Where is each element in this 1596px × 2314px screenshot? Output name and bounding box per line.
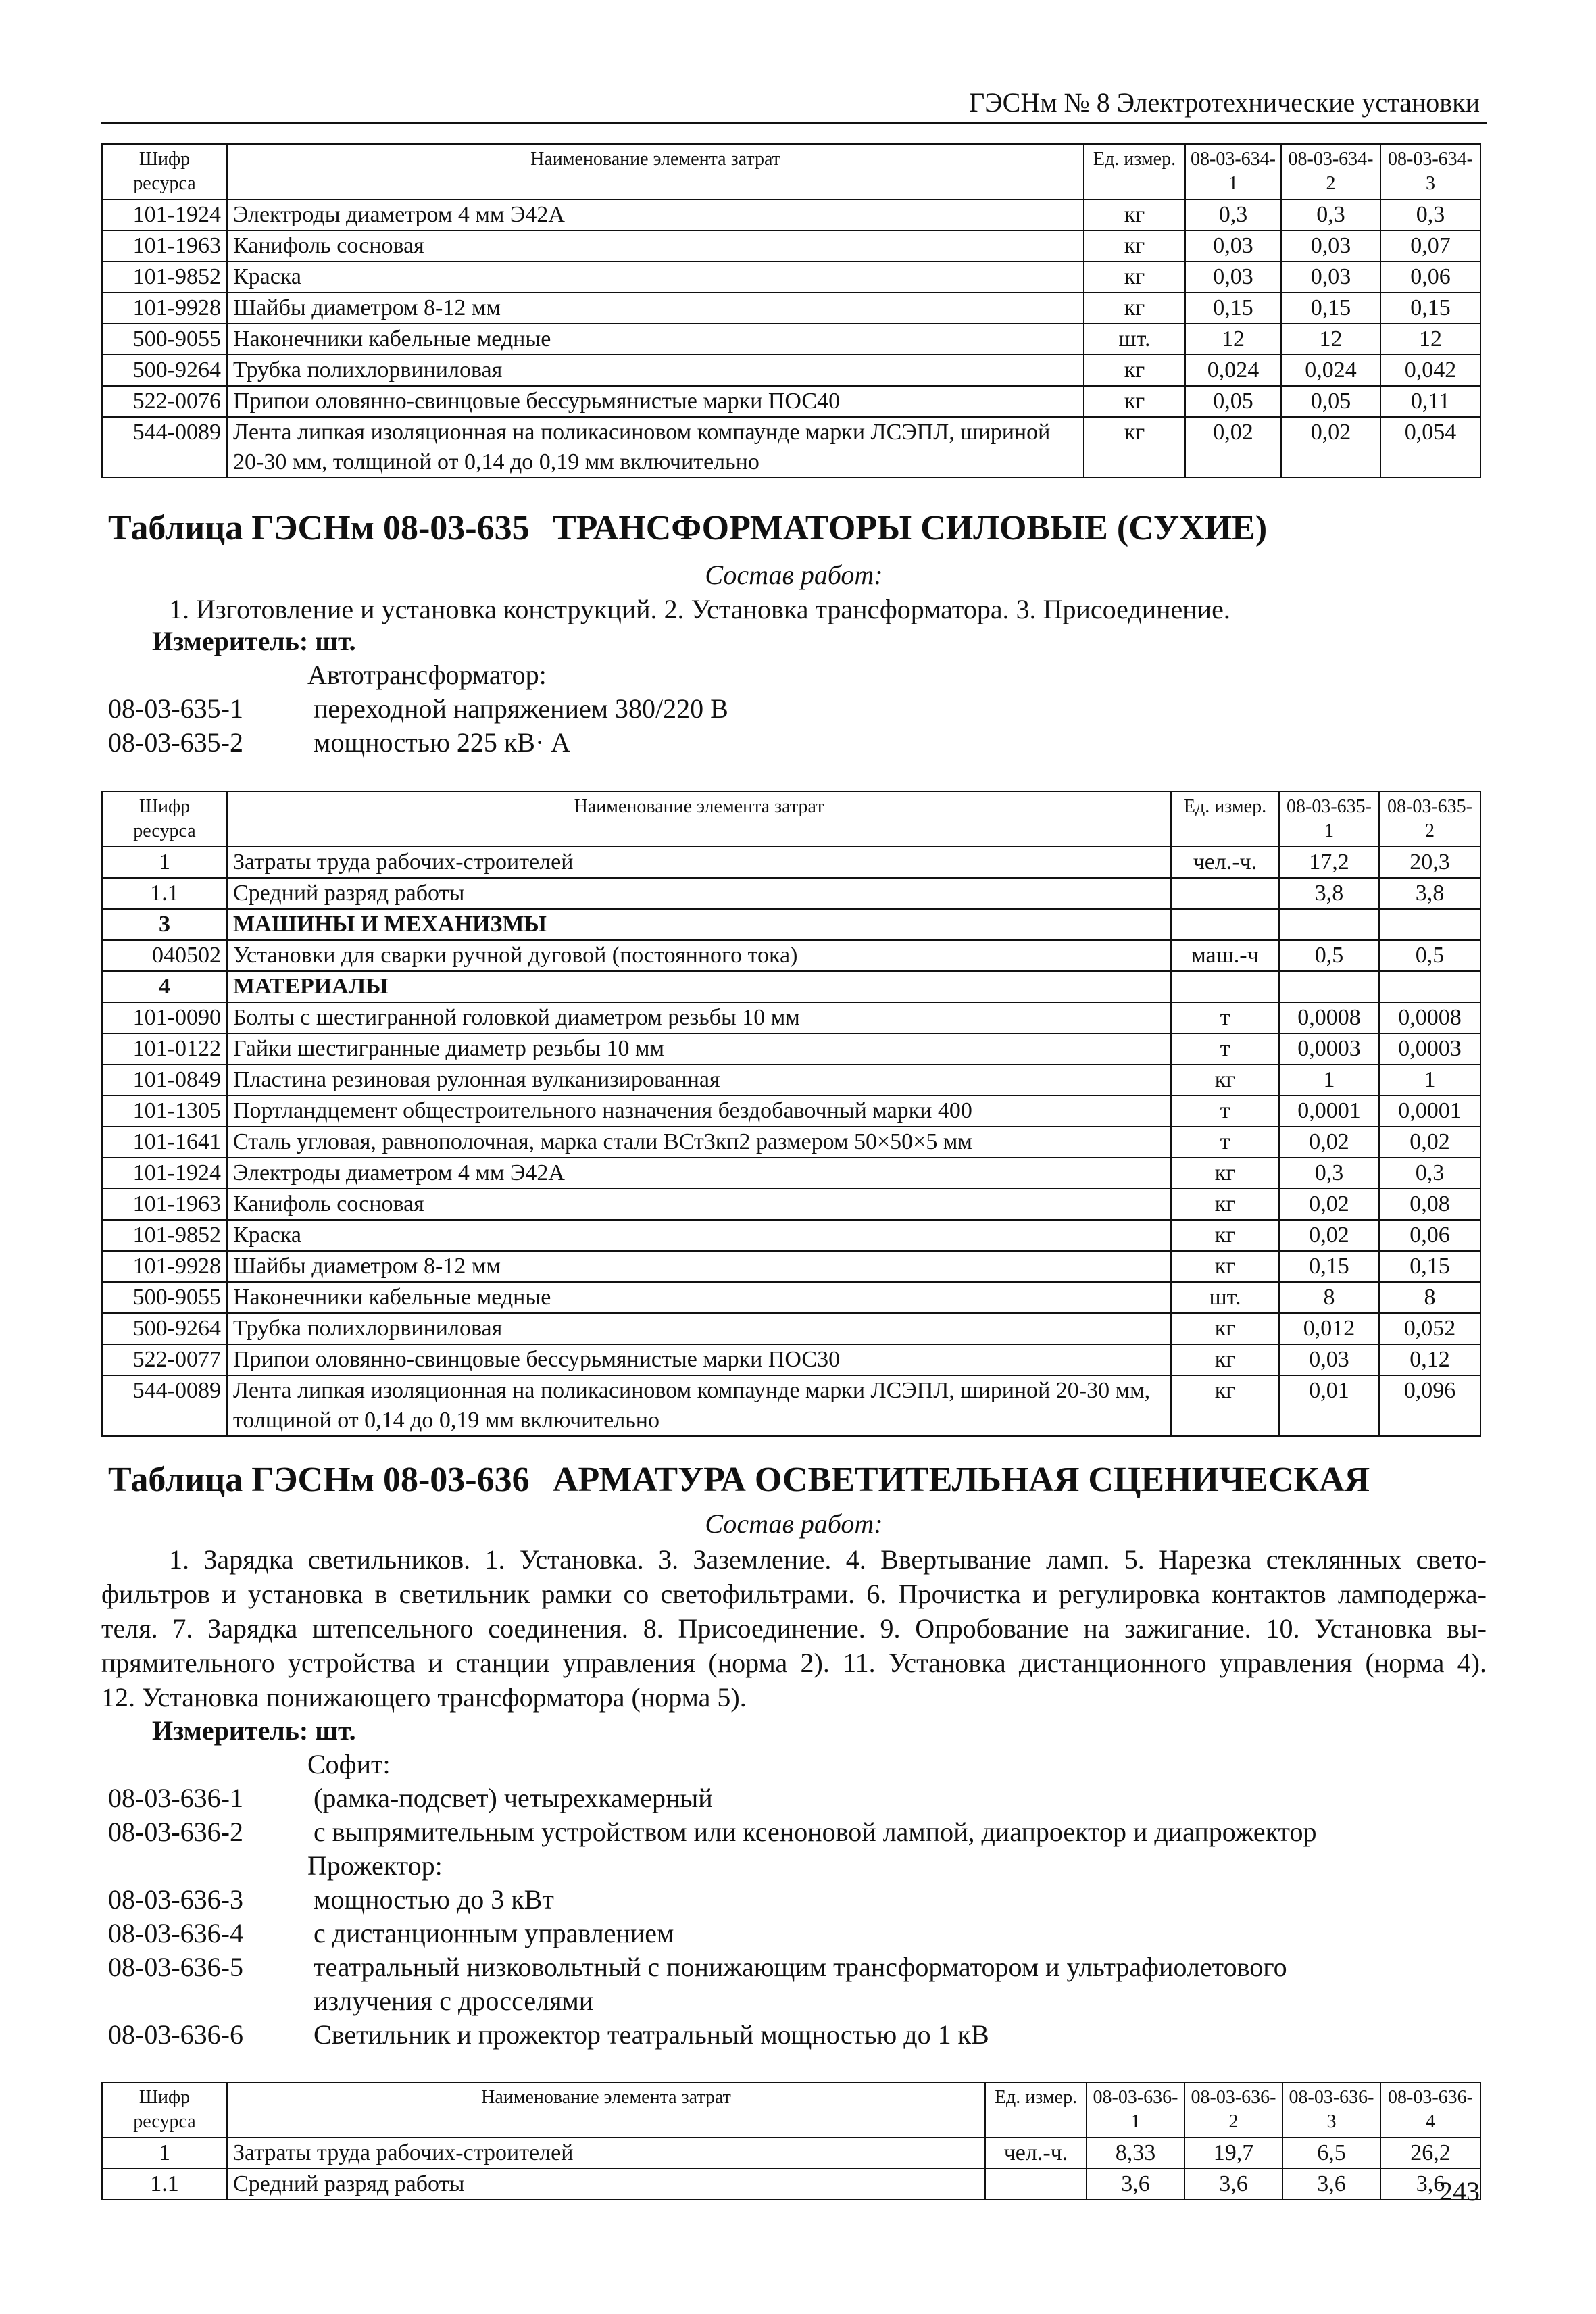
variant-group: Автотрансформатор: (307, 660, 547, 690)
resource-code: 522-0076 (102, 386, 227, 417)
header-col: 08-03-634-2 (1281, 144, 1380, 199)
norm-value: 0,052 (1379, 1313, 1480, 1344)
variant-row (108, 1950, 1480, 2018)
unit: кг (1171, 1375, 1279, 1436)
resource-code: 101-1963 (102, 230, 227, 262)
resource-code: 040502 (102, 940, 227, 971)
table-row (102, 847, 1480, 878)
table-row (102, 1220, 1480, 1251)
norm-value: 12 (1380, 324, 1480, 355)
running-header: ГЭСНм № 8 Электротехнические установки (969, 87, 1480, 118)
header-col: 08-03-635-1 (1279, 791, 1379, 847)
work-line: фильтров и установка в светильник рамки со светофильтрами. 6. Прочистка и регулировка контактов ламподержа- (101, 1579, 1487, 1609)
variant-code: 08-03-636-3 (108, 1884, 243, 1915)
table-row (102, 2169, 1480, 2200)
norm-value: 8 (1279, 1282, 1379, 1313)
cost-element-name: Канифоль сосновая (227, 230, 1084, 262)
unit: кг (1084, 386, 1185, 417)
cost-element-name: Средний разряд работы (227, 878, 1171, 909)
cost-element-name: Краска (227, 1220, 1171, 1251)
norm-value: 8 (1379, 1282, 1480, 1313)
cost-element-name: Трубка полихлорвиниловая (227, 1313, 1171, 1344)
cost-element-name: Краска (227, 262, 1084, 293)
norm-value: 0,02 (1185, 417, 1281, 478)
work-heading: Состав работ: (705, 1508, 883, 1539)
cost-element-name: МАШИНЫ И МЕХАНИЗМЫ (227, 909, 1171, 940)
cost-element-name: Шайбы диаметром 8-12 мм (227, 1251, 1171, 1282)
resource-code: 1 (102, 847, 227, 878)
resource-code: 3 (102, 909, 227, 940)
header-code: Шифр ресурса (102, 144, 227, 199)
table-635 (101, 791, 1481, 1437)
resource-code: 4 (102, 971, 227, 1002)
variant-desc: Светильник и прожектор театральный мощностью до 1 кВ (314, 2019, 989, 2050)
unit: т (1171, 1127, 1279, 1158)
norm-value: 0,05 (1185, 386, 1281, 417)
norm-value: 0,08 (1379, 1189, 1480, 1220)
unit: кг (1171, 1220, 1279, 1251)
norm-value: 3,6 (1380, 2169, 1480, 2200)
table-title: ТРАНСФОРМАТОРЫ СИЛОВЫЕ (СУХИЕ) (553, 509, 1268, 547)
norm-value: 0,12 (1379, 1344, 1480, 1375)
resource-code: 500-9264 (102, 355, 227, 386)
norm-value: 0,0001 (1279, 1096, 1379, 1127)
norm-value: 0,15 (1379, 1251, 1480, 1282)
unit (1171, 878, 1279, 909)
unit: кг (1084, 230, 1185, 262)
cost-element-name: Электроды диаметром 4 мм Э42А (227, 1158, 1171, 1189)
section-636-title (108, 1458, 1370, 1502)
norm-value: 0,03 (1281, 230, 1380, 262)
table-636-body (102, 2138, 1480, 2200)
norm-value: 0,0008 (1379, 1002, 1480, 1033)
unit: кг (1171, 1344, 1279, 1375)
norm-value: 0,15 (1185, 293, 1281, 324)
norm-value: 3,8 (1279, 878, 1379, 909)
cost-element-name: Лента липкая изоляционная на поликасиновом компаунде марки ЛСЭПЛ, шириной 20-30 мм, толщиной от 0,14 до 0,19 мм включительно (227, 417, 1084, 478)
unit: т (1171, 1002, 1279, 1033)
norm-value: 17,2 (1279, 847, 1379, 878)
table-code: Таблица ГЭСНм 08-03-636 (108, 1460, 530, 1499)
table-634 (101, 143, 1481, 478)
unit: шт. (1171, 1282, 1279, 1313)
table-row (102, 2138, 1480, 2169)
variant-row (108, 1883, 1480, 1917)
unit: кг (1171, 1251, 1279, 1282)
resource-code: 101-0090 (102, 1002, 227, 1033)
norm-value: 20,3 (1379, 847, 1480, 878)
resource-code: 500-9055 (102, 324, 227, 355)
norm-value: 0,03 (1185, 262, 1281, 293)
table-title: АРМАТУРА ОСВЕТИТЕЛЬНАЯ СЦЕНИЧЕСКАЯ (553, 1460, 1370, 1499)
header-name: Наименование элемента затрат (227, 144, 1084, 199)
table-row (102, 1064, 1480, 1096)
resource-code: 1.1 (102, 2169, 227, 2200)
variant-code: 08-03-636-1 (108, 1783, 243, 1813)
norm-value: 0,042 (1380, 355, 1480, 386)
table-row (102, 1127, 1480, 1158)
resource-code: 101-9852 (102, 1220, 227, 1251)
work-line: 1. Изготовление и установка конструкций. 2. Установка трансформатора. 3. Присоединение. (169, 594, 1230, 624)
table-row (102, 940, 1480, 971)
norm-value: 0,01 (1279, 1375, 1379, 1436)
variant-group: Прожектор: (307, 1850, 443, 1881)
norm-value: 0,3 (1185, 199, 1281, 230)
header-col: 08-03-636-1 (1087, 2082, 1184, 2138)
norm-value: 1 (1379, 1064, 1480, 1096)
norm-value (1379, 971, 1480, 1002)
norm-value: 0,5 (1279, 940, 1379, 971)
resource-code: 101-9928 (102, 1251, 227, 1282)
header-rule (101, 122, 1487, 124)
header-col: 08-03-636-2 (1184, 2082, 1282, 2138)
variant-row (108, 726, 1480, 760)
resource-code: 101-1305 (102, 1096, 227, 1127)
norm-value: 0,024 (1281, 355, 1380, 386)
measure: Измеритель: шт. (152, 626, 356, 656)
norm-value: 0,02 (1279, 1220, 1379, 1251)
cost-element-name: Трубка полихлорвиниловая (227, 355, 1084, 386)
work-text (101, 1542, 1487, 1715)
norm-value: 0,0001 (1379, 1096, 1480, 1127)
resource-code: 544-0089 (102, 1375, 227, 1436)
work-line: прямительного устройства и станции управления (норма 2). 11. Установка дистанционного управления (норма 4). (101, 1648, 1487, 1678)
cost-element-name: Канифоль сосновая (227, 1189, 1171, 1220)
norm-value: 1 (1279, 1064, 1379, 1096)
table-row (102, 262, 1480, 293)
norm-value: 0,06 (1379, 1220, 1480, 1251)
variant-row (108, 692, 1480, 726)
table-row (102, 1096, 1480, 1127)
unit: кг (1171, 1064, 1279, 1096)
norm-value: 0,3 (1380, 199, 1480, 230)
measure: Измеритель: шт. (152, 1715, 356, 1746)
norm-value: 0,3 (1281, 199, 1380, 230)
unit (985, 2169, 1087, 2200)
norm-value: 0,05 (1281, 386, 1380, 417)
cost-element-name: МАТЕРИАЛЫ (227, 971, 1171, 1002)
table-row (102, 1375, 1480, 1436)
section-635-title (108, 507, 1267, 550)
resource-code: 522-0077 (102, 1344, 227, 1375)
resource-code: 544-0089 (102, 417, 227, 478)
header-col: 08-03-636-3 (1282, 2082, 1380, 2138)
cost-element-name: Сталь угловая, равнополочная, марка стали ВСт3кп2 размером 50×50×5 мм (227, 1127, 1171, 1158)
norm-value (1279, 971, 1379, 1002)
unit: кг (1084, 293, 1185, 324)
resource-code: 101-1924 (102, 199, 227, 230)
norm-value: 19,7 (1184, 2138, 1282, 2169)
cost-element-name: Установки для сварки ручной дуговой (постоянного тока) (227, 940, 1171, 971)
norm-value: 0,3 (1279, 1158, 1379, 1189)
cost-element-name: Шайбы диаметром 8-12 мм (227, 293, 1084, 324)
norm-value: 0,03 (1281, 262, 1380, 293)
variant-group: Софит: (307, 1749, 391, 1779)
cost-element-name: Наконечники кабельные медные (227, 324, 1084, 355)
variant-desc: (рамка-подсвет) четырехкамерный (314, 1783, 713, 1813)
resource-code: 101-1963 (102, 1189, 227, 1220)
variant-code: 08-03-635-1 (108, 693, 243, 724)
table-row (102, 199, 1480, 230)
work-text (101, 592, 1487, 626)
norm-value: 0,02 (1379, 1127, 1480, 1158)
norm-value: 0,0003 (1379, 1033, 1480, 1064)
variant-code: 08-03-636-4 (108, 1918, 243, 1948)
unit: чел.-ч. (985, 2138, 1087, 2169)
norm-value: 0,02 (1279, 1189, 1379, 1220)
resource-code: 500-9264 (102, 1313, 227, 1344)
unit: т (1171, 1033, 1279, 1064)
header-col: 08-03-634-3 (1380, 144, 1480, 199)
resource-code: 1 (102, 2138, 227, 2169)
cost-element-name: Затраты труда рабочих-строителей (227, 2138, 985, 2169)
variant-desc: с дистанционным управлением (314, 1918, 674, 1948)
work-line: теля. 7. Зарядка штепсельного соединения. 8. Присоединение. 9. Опробование на зажигание. 10. Установка вы- (101, 1613, 1487, 1644)
norm-value: 0,02 (1281, 417, 1380, 478)
table-row (102, 230, 1480, 262)
norm-value: 0,012 (1279, 1313, 1379, 1344)
norm-value: 0,096 (1379, 1375, 1480, 1436)
variant-row (108, 1781, 1480, 1815)
table-row (102, 1313, 1480, 1344)
variant-desc: мощностью 225 кВ· А (314, 727, 571, 758)
norm-value: 0,11 (1380, 386, 1480, 417)
variant-desc: с выпрямительным устройством или ксеноновой лампой, диапроектор и диапрожектор (314, 1817, 1317, 1847)
resource-code: 101-1641 (102, 1127, 227, 1158)
header-unit: Ед. измер. (1171, 791, 1279, 847)
unit: чел.-ч. (1171, 847, 1279, 878)
norm-value: 12 (1185, 324, 1281, 355)
resource-code: 1.1 (102, 878, 227, 909)
unit: кг (1084, 262, 1185, 293)
table-row (102, 1282, 1480, 1313)
section-row (102, 909, 1480, 940)
norm-value: 0,054 (1380, 417, 1480, 478)
unit: кг (1084, 199, 1185, 230)
resource-code: 101-0849 (102, 1064, 227, 1096)
table-code: Таблица ГЭСНм 08-03-635 (108, 509, 530, 547)
norm-value: 0,15 (1281, 293, 1380, 324)
table-634-body (102, 199, 1480, 478)
variant-code: 08-03-636-2 (108, 1817, 243, 1847)
cost-element-name: Гайки шестигранные диаметр резьбы 10 мм (227, 1033, 1171, 1064)
variant-code: 08-03-635-2 (108, 727, 243, 758)
work-line: 1. Зарядка светильников. 1. Установка. 3. Заземление. 4. Ввертывание ламп. 5. Нарезка стеклянных свето- (169, 1544, 1487, 1575)
table-row (102, 1158, 1480, 1189)
cost-element-name: Портландцемент общестроительного назначения бездобавочный марки 400 (227, 1096, 1171, 1127)
norm-value: 0,5 (1379, 940, 1480, 971)
table-row (102, 1189, 1480, 1220)
norm-value: 0,03 (1185, 230, 1281, 262)
variant-code: 08-03-636-6 (108, 2019, 243, 2050)
cost-element-name: Лента липкая изоляционная на поликасиновом компаунде марки ЛСЭПЛ, шириной 20-30 мм, толщиной от 0,14 до 0,19 мм включительно (227, 1375, 1171, 1436)
section-row (102, 971, 1480, 1002)
norm-value: 0,0008 (1279, 1002, 1379, 1033)
work-line: 12. Установка понижающего трансформатора (норма 5). (101, 1682, 747, 1713)
unit (1171, 971, 1279, 1002)
header-code: Шифр ресурса (102, 2082, 227, 2138)
unit: т (1171, 1096, 1279, 1127)
norm-value (1279, 909, 1379, 940)
cost-element-name: Припои оловянно-свинцовые бессурьмянистые марки ПОС30 (227, 1344, 1171, 1375)
norm-value: 0,02 (1279, 1127, 1379, 1158)
unit: кг (1171, 1189, 1279, 1220)
norm-value: 3,6 (1184, 2169, 1282, 2200)
cost-element-name: Затраты труда рабочих-строителей (227, 847, 1171, 878)
unit: маш.-ч (1171, 940, 1279, 971)
resource-code: 101-9852 (102, 262, 227, 293)
variant-row (108, 2018, 1480, 2052)
norm-value: 3,6 (1282, 2169, 1380, 2200)
header-unit: Ед. измер. (1084, 144, 1185, 199)
resource-code: 101-1924 (102, 1158, 227, 1189)
resource-code: 101-0122 (102, 1033, 227, 1064)
cost-element-name: Средний разряд работы (227, 2169, 985, 2200)
table-636 (101, 2082, 1481, 2200)
norm-value: 12 (1281, 324, 1380, 355)
cost-element-name: Болты с шестигранной головкой диаметром резьбы 10 мм (227, 1002, 1171, 1033)
norm-value: 0,024 (1185, 355, 1281, 386)
work-heading: Состав работ: (705, 560, 883, 590)
unit: шт. (1084, 324, 1185, 355)
table-row (102, 355, 1480, 386)
cost-element-name: Электроды диаметром 4 мм Э42А (227, 199, 1084, 230)
unit: кг (1171, 1158, 1279, 1189)
header-col: 08-03-634-1 (1185, 144, 1281, 199)
norm-value (1379, 909, 1480, 940)
table-row (102, 386, 1480, 417)
variant-row (108, 1917, 1480, 1950)
unit (1171, 909, 1279, 940)
cost-element-name: Припои оловянно-свинцовые бессурьмянистые марки ПОС40 (227, 386, 1084, 417)
unit: кг (1084, 417, 1185, 478)
variant-row (108, 1815, 1480, 1849)
table-row (102, 1251, 1480, 1282)
header-code: Шифр ресурса (102, 791, 227, 847)
unit: кг (1084, 355, 1185, 386)
table-row (102, 1344, 1480, 1375)
variant-desc: театральный низковольтный с понижающим трансформатором и ультрафиолетового излучения с дросселями (314, 1952, 1287, 2016)
norm-value: 0,03 (1279, 1344, 1379, 1375)
norm-value: 8,33 (1087, 2138, 1184, 2169)
header-name: Наименование элемента затрат (227, 791, 1171, 847)
resource-code: 101-9928 (102, 293, 227, 324)
variant-code: 08-03-636-5 (108, 1952, 243, 1982)
norm-value: 26,2 (1380, 2138, 1480, 2169)
table-row (102, 878, 1480, 909)
resource-code: 500-9055 (102, 1282, 227, 1313)
table-row (102, 1033, 1480, 1064)
header-name: Наименование элемента затрат (227, 2082, 985, 2138)
norm-value: 6,5 (1282, 2138, 1380, 2169)
page-number: 243 (1439, 2176, 1480, 2207)
norm-value: 0,15 (1380, 293, 1480, 324)
table-row (102, 417, 1480, 478)
norm-value: 0,15 (1279, 1251, 1379, 1282)
table-635-body (102, 847, 1480, 1436)
variant-desc: переходной напряжением 380/220 В (314, 693, 728, 724)
variant-desc: мощностью до 3 кВт (314, 1884, 554, 1915)
norm-value: 3,8 (1379, 878, 1480, 909)
header-unit: Ед. измер. (985, 2082, 1087, 2138)
norm-value: 0,06 (1380, 262, 1480, 293)
header-col: 08-03-635-2 (1379, 791, 1480, 847)
table-row (102, 1002, 1480, 1033)
table-row (102, 324, 1480, 355)
norm-value: 3,6 (1087, 2169, 1184, 2200)
norm-value: 0,0003 (1279, 1033, 1379, 1064)
norm-value: 0,07 (1380, 230, 1480, 262)
unit: кг (1171, 1313, 1279, 1344)
table-row (102, 293, 1480, 324)
header-col: 08-03-636-4 (1380, 2082, 1480, 2138)
cost-element-name: Наконечники кабельные медные (227, 1282, 1171, 1313)
norm-value: 0,3 (1379, 1158, 1480, 1189)
cost-element-name: Пластина резиновая рулонная вулканизированная (227, 1064, 1171, 1096)
